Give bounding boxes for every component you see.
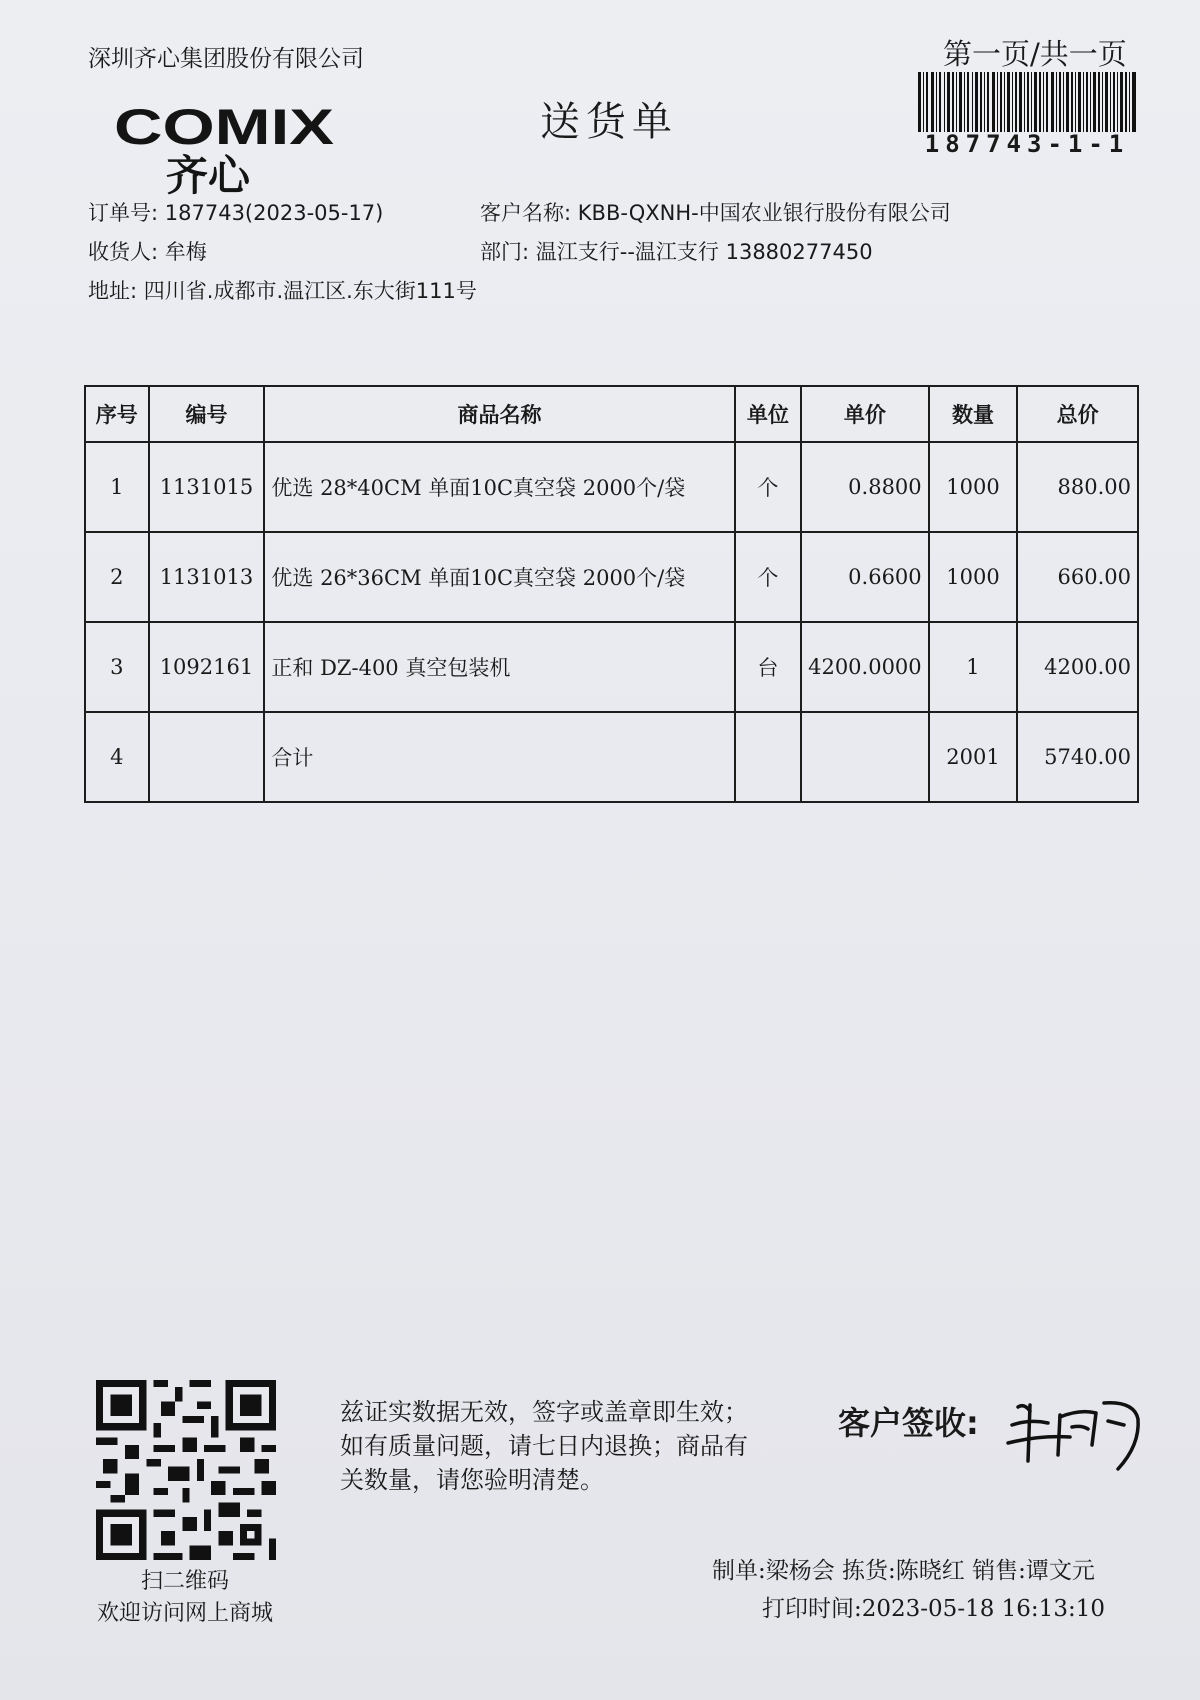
qr-caption [80,1566,290,1630]
qr-code [96,1380,276,1560]
page-number: 第一页/共一页 [943,37,1127,71]
cell-price: 0.8800 [801,442,929,532]
address-label: 地址: [88,279,138,303]
cell-total: 660.00 [1017,532,1138,622]
cell-product: 合计 [264,712,734,802]
staff-info: 制单:梁杨会 拣货:陈晓红 销售:谭文元 [712,1558,1095,1584]
cell-product: 优选 26*36CM 单面10C真空袋 2000个/袋 [264,532,734,622]
cell-unit [735,712,801,802]
qr-caption-line1: 扫二维码 [140,1569,229,1594]
col-header-product: 商品名称 [264,386,734,442]
receiver-value: 牟梅 [164,240,207,264]
company-name: 深圳齐心集团股份有限公司 [88,46,364,72]
order-number [88,197,383,227]
cell-product: 正和 DZ-400 真空包装机 [264,622,734,712]
receiver [88,236,207,266]
cell-unit: 个 [735,442,801,532]
table-row [85,532,1138,622]
cell-total: 880.00 [1017,442,1138,532]
receiver-label: 收货人: [88,240,159,264]
col-header-code: 编号 [149,386,265,442]
cell-price: 4200.0000 [801,622,929,712]
items-table [84,385,1139,803]
document-title: 送货单 [540,99,678,145]
cell-code [149,712,265,802]
customer-value: KBB-QXNH-中国农业银行股份有限公司 [577,201,951,225]
logo-text: COMIX [114,99,334,155]
cell-seq: 4 [85,712,149,802]
cell-seq: 3 [85,622,149,712]
barcode [918,72,1136,132]
dept-value: 温江支行--温江支行 13880277450 [535,240,873,264]
cell-unit: 个 [735,532,801,622]
col-header-unit: 单位 [735,386,801,442]
cell-seq: 1 [85,442,149,532]
customer-signature [1000,1385,1150,1475]
cell-product: 优选 28*40CM 单面10C真空袋 2000个/袋 [264,442,734,532]
cell-qty: 2001 [929,712,1018,802]
cell-total: 5740.00 [1017,712,1138,802]
cell-seq: 2 [85,532,149,622]
barcode-number: 187743-1-1 [924,130,1130,158]
customer-name [480,197,951,227]
col-header-price: 单价 [801,386,929,442]
table-row-total [85,712,1138,802]
customer-label: 客户名称: [480,201,572,225]
table-row [85,442,1138,532]
cell-total: 4200.00 [1017,622,1138,712]
department [480,236,873,266]
qr-caption-line2: 欢迎访问网上商城 [96,1601,273,1626]
table-row [85,622,1138,712]
order-value: 187743(2023-05-17) [164,201,384,225]
address-value: 四川省.成都市.温江区.东大街111号 [143,279,477,303]
order-label: 订单号: [88,201,159,225]
cell-code: 1131013 [149,532,265,622]
cell-qty: 1 [929,622,1018,712]
notice-text: 兹证实数据无效，签字或盖章即生效；如有质量问题，请七日内退换；商品有关数量，请您验明清楚。 [340,1398,748,1494]
cell-qty: 1000 [929,442,1018,532]
address [88,275,477,305]
col-header-qty: 数量 [929,386,1018,442]
comix-logo [110,96,350,196]
cell-code: 1092161 [149,622,265,712]
print-time: 打印时间:2023-05-18 16:13:10 [762,1596,1105,1622]
table-header-row [85,386,1138,442]
dept-label: 部门: [480,240,530,264]
col-header-total: 总价 [1017,386,1138,442]
cell-price [801,712,929,802]
cell-price: 0.6600 [801,532,929,622]
cell-code: 1131015 [149,442,265,532]
col-header-seq: 序号 [85,386,149,442]
cell-unit: 台 [735,622,801,712]
customer-sign-label: 客户签收: [838,1404,979,1442]
logo-cn-text: 齐心 [166,151,251,196]
cell-qty: 1000 [929,532,1018,622]
